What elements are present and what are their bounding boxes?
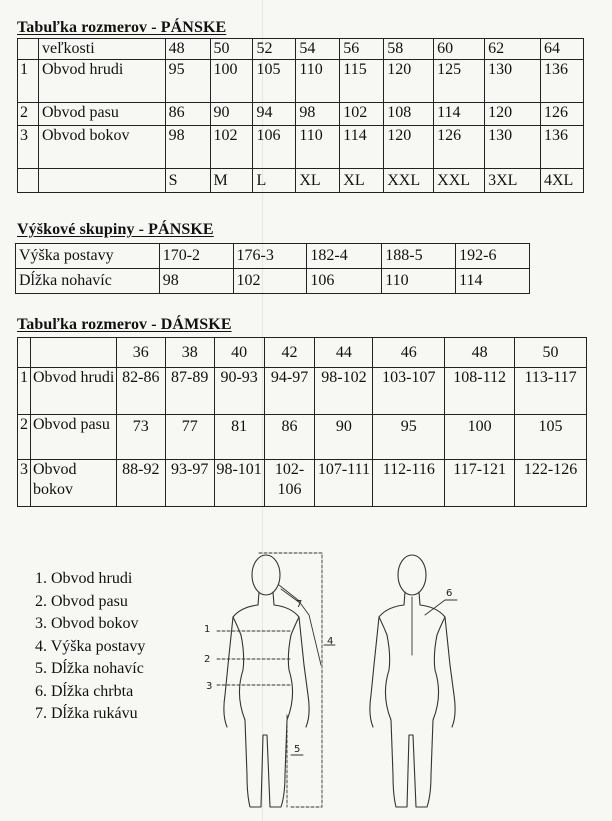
letter-size-cell: L	[253, 169, 296, 193]
row-number: 2	[18, 415, 31, 460]
table-row	[18, 103, 584, 126]
letter-size-cell: XXL	[384, 169, 434, 193]
table-cell: 98	[159, 269, 233, 294]
cell-value: 81	[231, 418, 248, 435]
table-cell: 110	[296, 60, 340, 103]
letter-size-cell: XL	[340, 169, 384, 193]
cell-value: 105	[538, 418, 563, 435]
header-cell: veľkosti	[38, 39, 165, 60]
table-cell	[373, 415, 445, 460]
table-row	[16, 244, 530, 269]
legend-item: 3. Obvod bokov	[35, 615, 139, 632]
cell-value: 100	[467, 418, 492, 435]
legend-item: 1. Obvod hrudi	[35, 570, 133, 587]
table-cell: 115	[340, 60, 384, 103]
table-cell: 114	[434, 103, 485, 126]
cell-value: 77	[181, 418, 198, 435]
table-cell: 120	[384, 60, 434, 103]
table-cell: 90	[210, 103, 253, 126]
table-cell: 87-89	[165, 368, 214, 415]
legend-item: 6. Dĺžka chrbta	[35, 682, 134, 700]
row-label: Obvod pasu	[38, 103, 165, 126]
men-heights-table	[15, 243, 530, 294]
table-cell: 98-101	[214, 460, 264, 507]
table-cell: 95	[165, 60, 210, 103]
cell-value: 90	[335, 418, 352, 435]
women-sizes-title: Tabuľka rozmerov - DÁMSKE	[17, 316, 232, 333]
figure-marker: 7	[296, 599, 303, 610]
table-cell: 102	[233, 269, 307, 294]
measurement-figures	[195, 545, 495, 815]
table-cell: 93-97	[165, 460, 214, 507]
table-cell	[315, 415, 373, 460]
header-cell: 48	[165, 39, 210, 60]
table-cell: 182-4	[307, 244, 382, 269]
header-cell: 54	[296, 39, 340, 60]
table-cell: 98	[296, 103, 340, 126]
men-heights-title: Výškové skupiny - PÁNSKE	[17, 221, 214, 238]
row-label: Obvod hrudi	[30, 368, 116, 415]
table-cell	[264, 415, 315, 460]
table-cell	[18, 338, 31, 368]
row-label: Dĺžka nohavíc	[16, 269, 160, 294]
table-row	[18, 126, 584, 169]
header-cell: 60	[434, 39, 485, 60]
row-label: Výška postavy	[16, 244, 160, 269]
table-cell: 125	[434, 60, 485, 103]
table-cell: 88-92	[116, 460, 165, 507]
letter-sizes-row	[18, 169, 584, 193]
table-cell	[515, 415, 587, 460]
table-cell: 102	[340, 103, 384, 126]
table-cell	[30, 338, 116, 368]
table-cell: 98-102	[315, 368, 373, 415]
letter-size-cell: 4XL	[540, 169, 583, 193]
row-label: Obvod pasu	[30, 415, 116, 460]
table-cell: 120	[384, 126, 434, 169]
header-cell: 40	[214, 338, 264, 368]
table-cell: 110	[382, 269, 456, 294]
measurement-legend	[35, 568, 145, 726]
table-cell: 170-2	[159, 244, 233, 269]
figure-marker: 2	[204, 654, 211, 665]
table-cell	[18, 169, 39, 193]
table-cell: 114	[456, 269, 530, 294]
figure-marker: 5	[294, 744, 301, 755]
table-cell: 130	[485, 60, 541, 103]
header-cell: 64	[540, 39, 583, 60]
header-cell: 36	[116, 338, 165, 368]
table-cell: 108	[384, 103, 434, 126]
table-cell: 94-97	[264, 368, 315, 415]
table-cell: 107-111	[315, 460, 373, 507]
header-cell: 52	[253, 39, 296, 60]
table-cell	[38, 169, 165, 193]
figure-marker: 1	[204, 624, 211, 635]
row-number: 3	[18, 460, 31, 507]
row-number: 2	[18, 103, 39, 126]
table-row	[18, 368, 587, 415]
letter-size-cell: XXL	[434, 169, 485, 193]
front-body-figure	[224, 555, 309, 807]
table-cell: 98	[165, 126, 210, 169]
table-cell	[116, 415, 165, 460]
legend-item: 2. Obvod pasu	[35, 592, 128, 610]
legend-item: 7. Dĺžka rukávu	[35, 705, 138, 722]
table-cell: 90-93	[214, 368, 264, 415]
letter-size-cell: 3XL	[485, 169, 541, 193]
row-number: 1	[18, 60, 39, 103]
table-row	[18, 460, 587, 507]
cell-value: 73	[132, 418, 149, 435]
header-cell: 50	[515, 338, 587, 368]
table-cell: 126	[540, 103, 583, 126]
table-cell: 106	[307, 269, 382, 294]
header-cell: 58	[384, 39, 434, 60]
back-body-figure	[370, 555, 455, 807]
header-cell: 44	[315, 338, 373, 368]
letter-size-cell: XL	[296, 169, 340, 193]
table-cell: 102-106	[264, 460, 315, 507]
table-cell: 136	[540, 60, 583, 103]
header-cell: 38	[165, 338, 214, 368]
header-cell: 56	[340, 39, 384, 60]
header-cell: 42	[264, 338, 315, 368]
table-cell: 192-6	[456, 244, 530, 269]
table-cell: 100	[210, 60, 253, 103]
women-header-row	[18, 338, 587, 368]
table-cell: 94	[253, 103, 296, 126]
men-sizes-title: Tabuľka rozmerov - PÁNSKE	[17, 19, 227, 36]
letter-size-cell: M	[210, 169, 253, 193]
table-cell: 112-116	[373, 460, 445, 507]
table-cell: 105	[253, 60, 296, 103]
table-cell: 82-86	[116, 368, 165, 415]
table-cell: 117-121	[445, 460, 515, 507]
men-header-row	[18, 39, 584, 60]
table-cell: 114	[340, 126, 384, 169]
row-number: 3	[18, 126, 39, 169]
table-cell	[214, 415, 264, 460]
table-row	[18, 415, 587, 460]
table-row	[16, 269, 530, 294]
figure-marker: 3	[206, 681, 213, 692]
row-number: 1	[18, 368, 31, 415]
women-sizes-table	[17, 337, 587, 507]
table-row	[18, 60, 584, 103]
table-cell: 110	[296, 126, 340, 169]
row-label: Obvod bokov	[30, 460, 116, 507]
table-cell: 136	[540, 126, 583, 169]
table-cell: 103-107	[373, 368, 445, 415]
men-sizes-table	[17, 38, 584, 193]
letter-size-cell: S	[165, 169, 210, 193]
figure-marker: 4	[327, 636, 334, 647]
table-cell: 122-126	[515, 460, 587, 507]
table-cell: 86	[165, 103, 210, 126]
legend-item: 4. Výška postavy	[35, 637, 146, 655]
table-cell: 176-3	[233, 244, 307, 269]
header-cell: 46	[373, 338, 445, 368]
legend-item: 5. Dĺžka nohavíc	[35, 660, 144, 677]
table-cell: 108-112	[445, 368, 515, 415]
table-cell	[165, 415, 214, 460]
row-label: Obvod bokov	[38, 126, 165, 169]
table-cell: 113-117	[515, 368, 587, 415]
figure-marker: 6	[446, 588, 453, 599]
row-label: Obvod hrudi	[38, 60, 165, 103]
table-cell: 130	[485, 126, 541, 169]
cell-value: 86	[281, 418, 298, 435]
header-cell: 62	[485, 39, 541, 60]
table-cell: 120	[485, 103, 541, 126]
table-cell: 126	[434, 126, 485, 169]
cell-value: 95	[400, 418, 417, 435]
header-cell: 50	[210, 39, 253, 60]
table-cell	[445, 415, 515, 460]
table-cell: 188-5	[382, 244, 456, 269]
table-cell	[18, 39, 39, 60]
table-cell: 106	[253, 126, 296, 169]
header-cell: 48	[445, 338, 515, 368]
table-cell: 102	[210, 126, 253, 169]
